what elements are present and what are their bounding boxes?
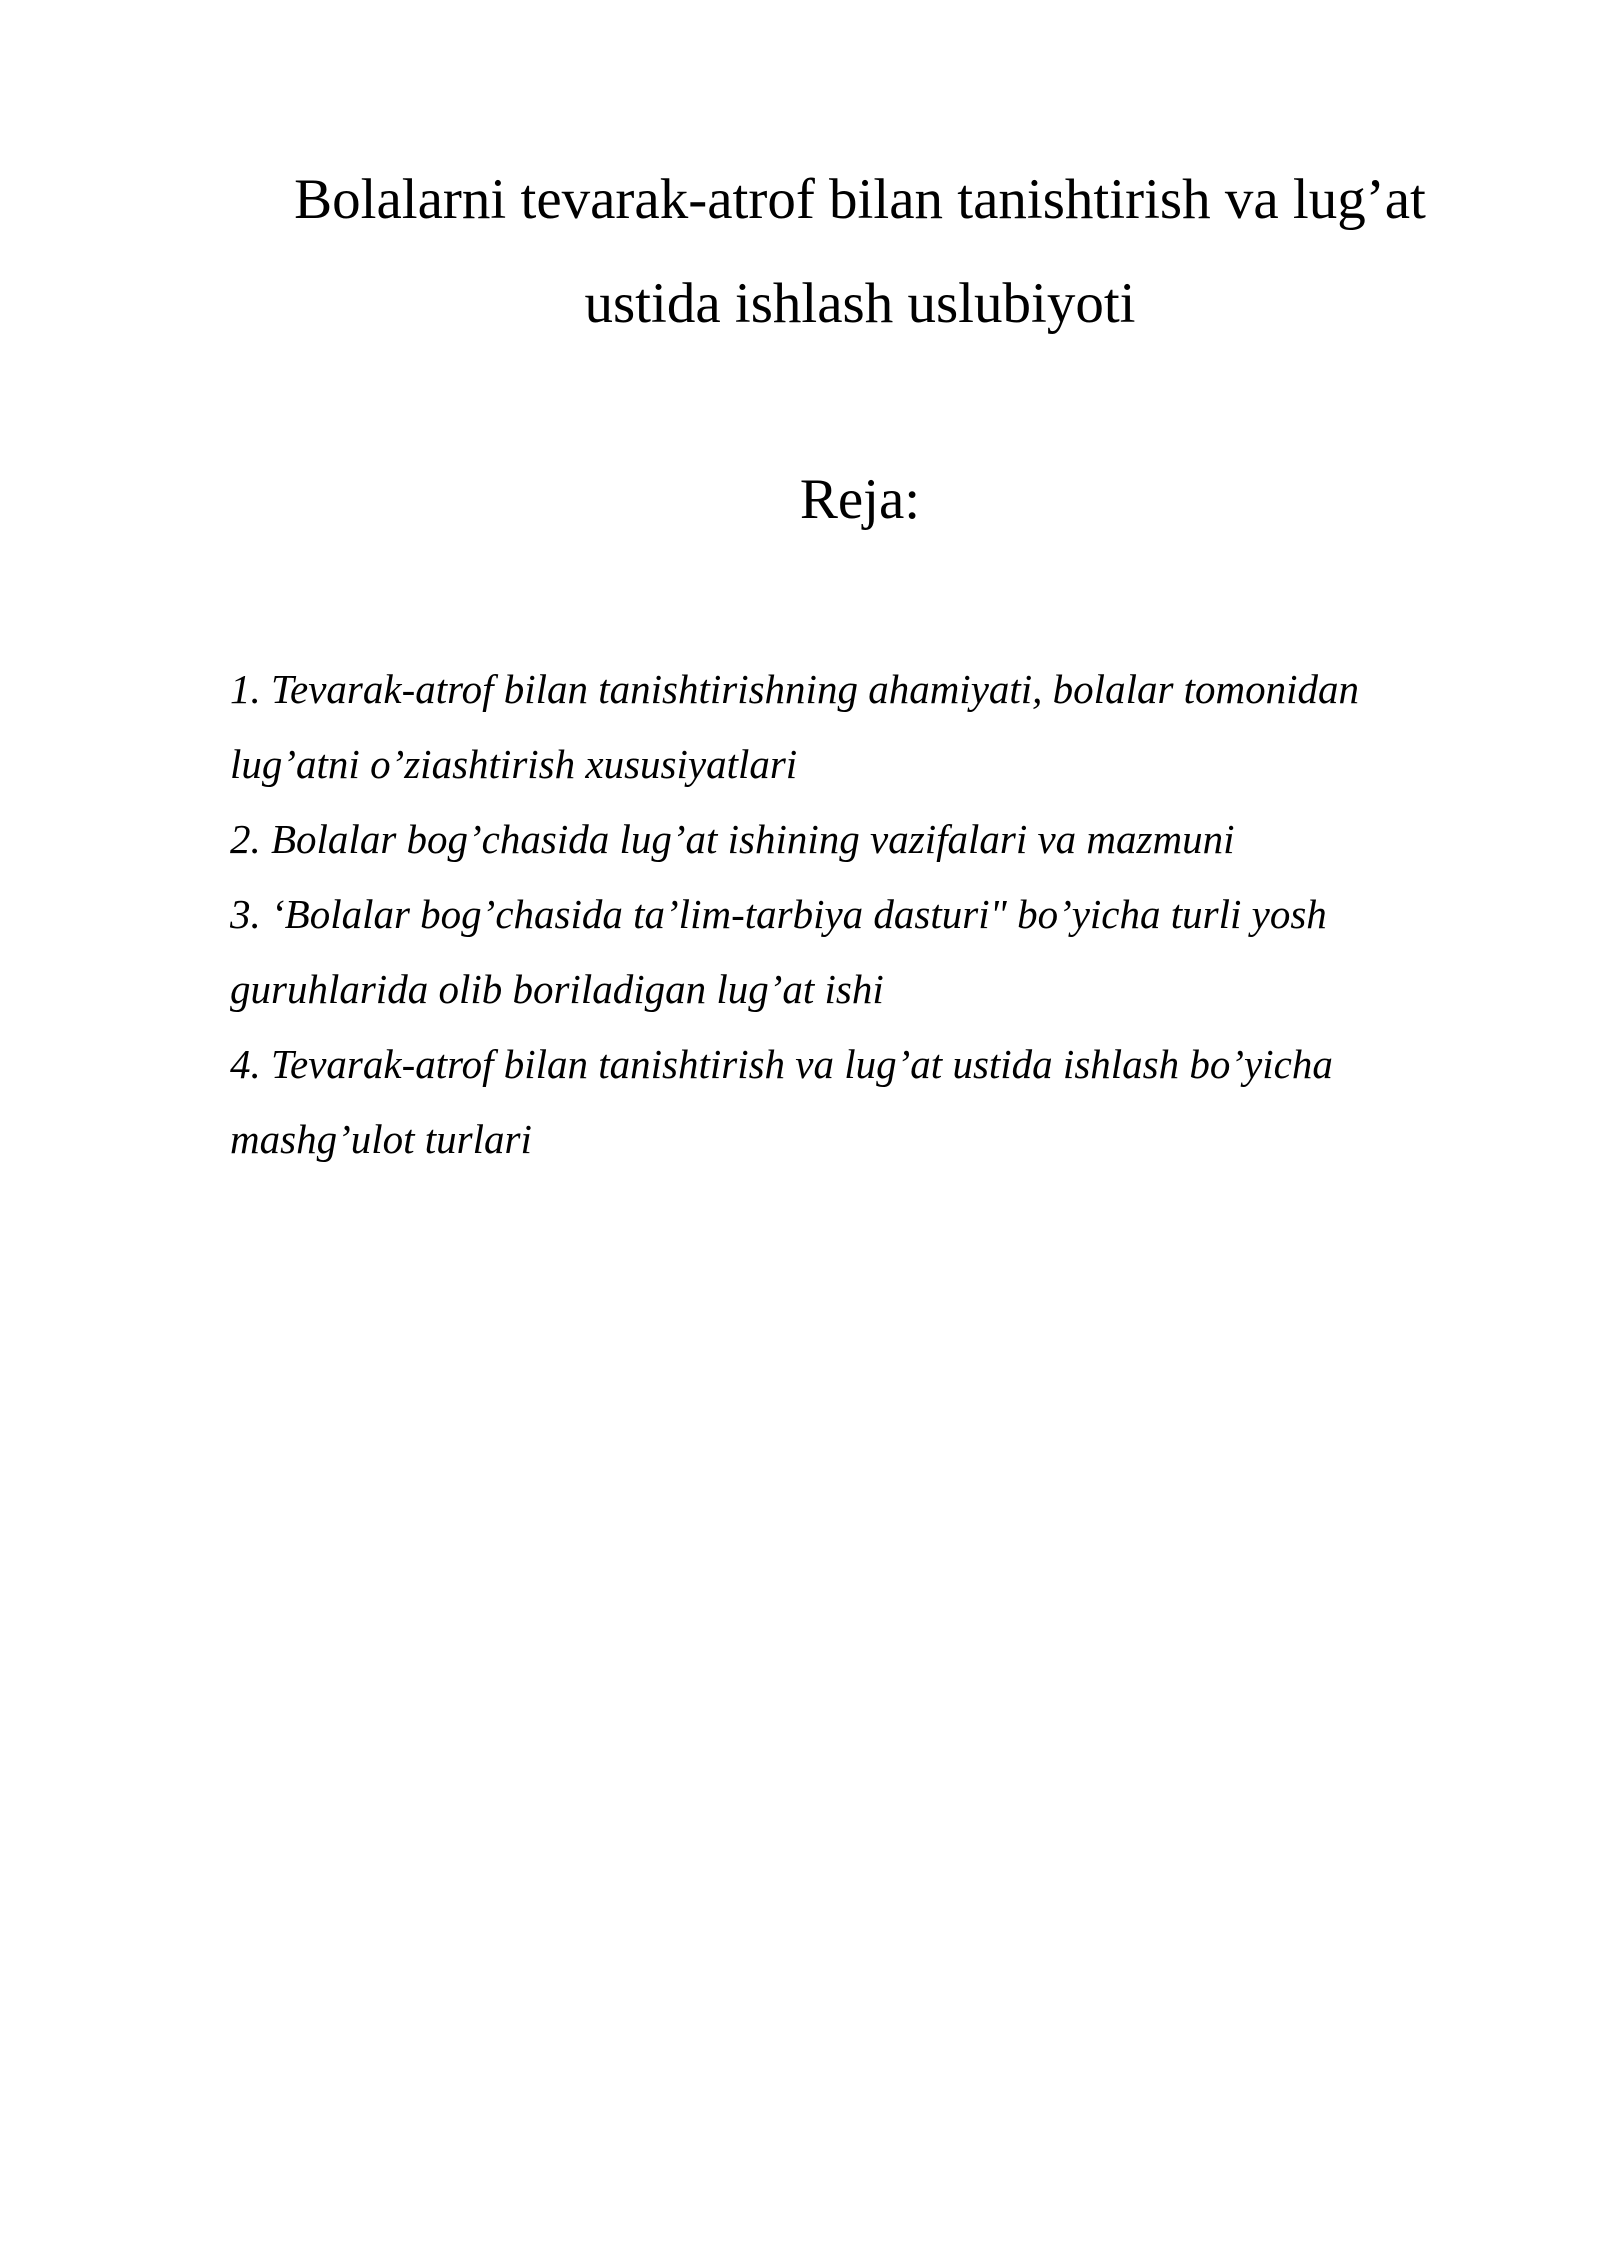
plan-item-1-line-1: 1. Tevarak-atrof bilan tanishtirishning ahamiyati, bolalar tomonidan — [230, 666, 1360, 712]
plan-item-3-line-1: 3. ‘Bolalar bog’chasida ta’lim-tarbiya dasturi" bo’yicha turli yosh — [230, 891, 1327, 937]
document-title-line-2: ustida ishlash uslubiyoti — [584, 272, 1136, 335]
plan-list — [230, 652, 1480, 1177]
plan-item-2 — [230, 802, 1480, 877]
plan-item-4 — [230, 1027, 1480, 1177]
plan-item-3-line-2: guruhlarida olib boriladigan lug’at ishi — [230, 966, 884, 1012]
plan-item-1 — [230, 652, 1480, 802]
plan-item-2-line-1: 2. Bolalar bog’chasida lug’at ishining vazifalari va mazmuni — [230, 816, 1235, 862]
plan-item-1-line-2: lug’atni o’ziashtirish xususiyatlari — [230, 741, 798, 787]
plan-heading: Reja: — [799, 468, 921, 531]
plan-item-4-line-2: mashg’ulot turlari — [230, 1116, 532, 1162]
document-title-line-1: Bolalarni tevarak-atrof bilan tanishtirish va lug’at — [294, 168, 1426, 231]
plan-item-3 — [230, 877, 1480, 1027]
document-title — [200, 148, 1520, 356]
plan-item-4-line-1: 4. Tevarak-atrof bilan tanishtirish va lug’at ustida ishlash bo’yicha — [230, 1041, 1333, 1087]
